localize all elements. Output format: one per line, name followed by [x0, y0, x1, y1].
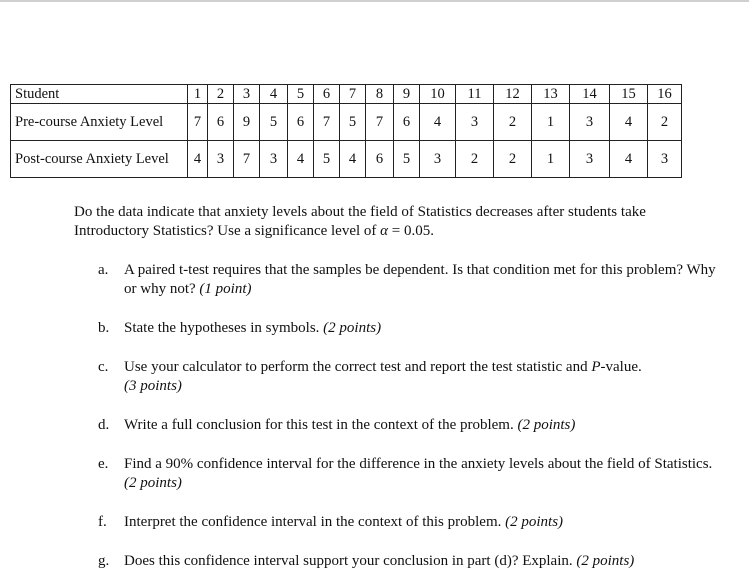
table-cell: 15 [610, 85, 648, 104]
table-row-post-course [11, 141, 682, 178]
part-b-text: State the hypotheses in symbols. [124, 320, 324, 336]
row-label: Pre-course Anxiety Level [11, 104, 188, 141]
top-divider [0, 0, 749, 2]
table-cell: 4 [260, 85, 288, 104]
part-text [124, 319, 718, 338]
table-cell: 4 [610, 141, 648, 178]
table-cell: 5 [314, 141, 340, 178]
part-text [124, 455, 718, 493]
table-cell: 6 [394, 104, 420, 141]
table-cell: 3 [260, 141, 288, 178]
points-label: (2 points) [505, 514, 564, 530]
row-label: Post-course Anxiety Level [11, 141, 188, 178]
part-f-text: Interpret the confidence interval in the context of this problem. [124, 514, 506, 530]
part-letter: e. [98, 456, 109, 472]
part-letter: f. [98, 514, 107, 530]
table-cell: 5 [288, 85, 314, 104]
table-cell: 3 [234, 85, 260, 104]
part-letter: g. [98, 553, 110, 569]
part-letter: d. [98, 417, 110, 433]
table-cell: 4 [420, 104, 456, 141]
question-prompt [74, 203, 734, 241]
question-line-2: Introductory Statistics? Use a significance level of [74, 223, 381, 239]
alpha-symbol: α [380, 223, 389, 239]
p-symbol: P [591, 359, 601, 375]
points-label: (2 points) [323, 320, 382, 336]
table-cell: 7 [366, 104, 394, 141]
table-cell: 10 [420, 85, 456, 104]
table-cell: 4 [340, 141, 366, 178]
table-cell: 4 [610, 104, 648, 141]
table-cell: 11 [456, 85, 494, 104]
table-cell: 6 [288, 104, 314, 141]
part-a-text: A paired t-test requires that the samples be dependent. Is that condition met for this problem? Why or why not? [124, 262, 716, 297]
table-cell: 5 [340, 104, 366, 141]
table-cell: 5 [394, 141, 420, 178]
table-cell: 3 [420, 141, 456, 178]
question-line-1: Do the data indicate that anxiety levels about the field of Statistics decreases after students take [74, 204, 646, 220]
points-label: (2 points) [576, 553, 635, 569]
table-cell: 3 [570, 104, 610, 141]
table-cell: 3 [648, 141, 682, 178]
part-text [124, 261, 718, 299]
table-cell: 14 [570, 85, 610, 104]
points-label: (2 points) [124, 475, 182, 491]
alpha-value: = 0.05. [388, 223, 434, 239]
table-cell: 2 [208, 85, 234, 104]
part-text [124, 358, 718, 396]
table-cell: 2 [494, 141, 532, 178]
part-e-text: Find a 90% confidence interval for the difference in the anxiety levels about the field of Statistics. [124, 456, 713, 472]
table-cell: 13 [532, 85, 570, 104]
part-g-text: Does this confidence interval support your conclusion in part (d)? Explain. [124, 553, 577, 569]
table-cell: 2 [494, 104, 532, 141]
table-cell: 5 [260, 104, 288, 141]
table-cell: 4 [188, 141, 208, 178]
points-label: (3 points) [124, 378, 182, 394]
table-cell: 3 [456, 104, 494, 141]
table-cell: 7 [314, 104, 340, 141]
row-label: Student [11, 85, 188, 104]
part-text [124, 416, 718, 435]
table-cell: 8 [366, 85, 394, 104]
table-cell: 16 [648, 85, 682, 104]
table-cell: 6 [208, 104, 234, 141]
anxiety-data-table [10, 84, 682, 178]
part-c-text-after: -value. [600, 359, 642, 375]
table-cell: 4 [288, 141, 314, 178]
part-text [124, 513, 718, 532]
table-row-pre-course [11, 104, 682, 141]
table-cell: 7 [234, 141, 260, 178]
table-cell: 7 [188, 104, 208, 141]
part-text [124, 552, 718, 571]
points-label: (2 points) [517, 417, 576, 433]
table-cell: 6 [366, 141, 394, 178]
points-label: (1 point) [199, 281, 252, 297]
part-d-text: Write a full conclusion for this test in the context of the problem. [124, 417, 518, 433]
table-cell: 2 [648, 104, 682, 141]
table-cell: 9 [234, 104, 260, 141]
table-cell: 1 [532, 141, 570, 178]
table-cell: 9 [394, 85, 420, 104]
table-cell: 3 [208, 141, 234, 178]
part-c-text: Use your calculator to perform the correct test and report the test statistic and [124, 359, 592, 375]
table-cell: 12 [494, 85, 532, 104]
table-cell: 2 [456, 141, 494, 178]
table-cell: 3 [570, 141, 610, 178]
part-letter: c. [98, 359, 109, 375]
table-cell: 1 [188, 85, 208, 104]
table-cell: 1 [532, 104, 570, 141]
part-letter: b. [98, 320, 110, 336]
table-cell: 7 [340, 85, 366, 104]
part-letter: a. [98, 262, 109, 278]
table-row-student [11, 85, 682, 104]
table-cell: 6 [314, 85, 340, 104]
